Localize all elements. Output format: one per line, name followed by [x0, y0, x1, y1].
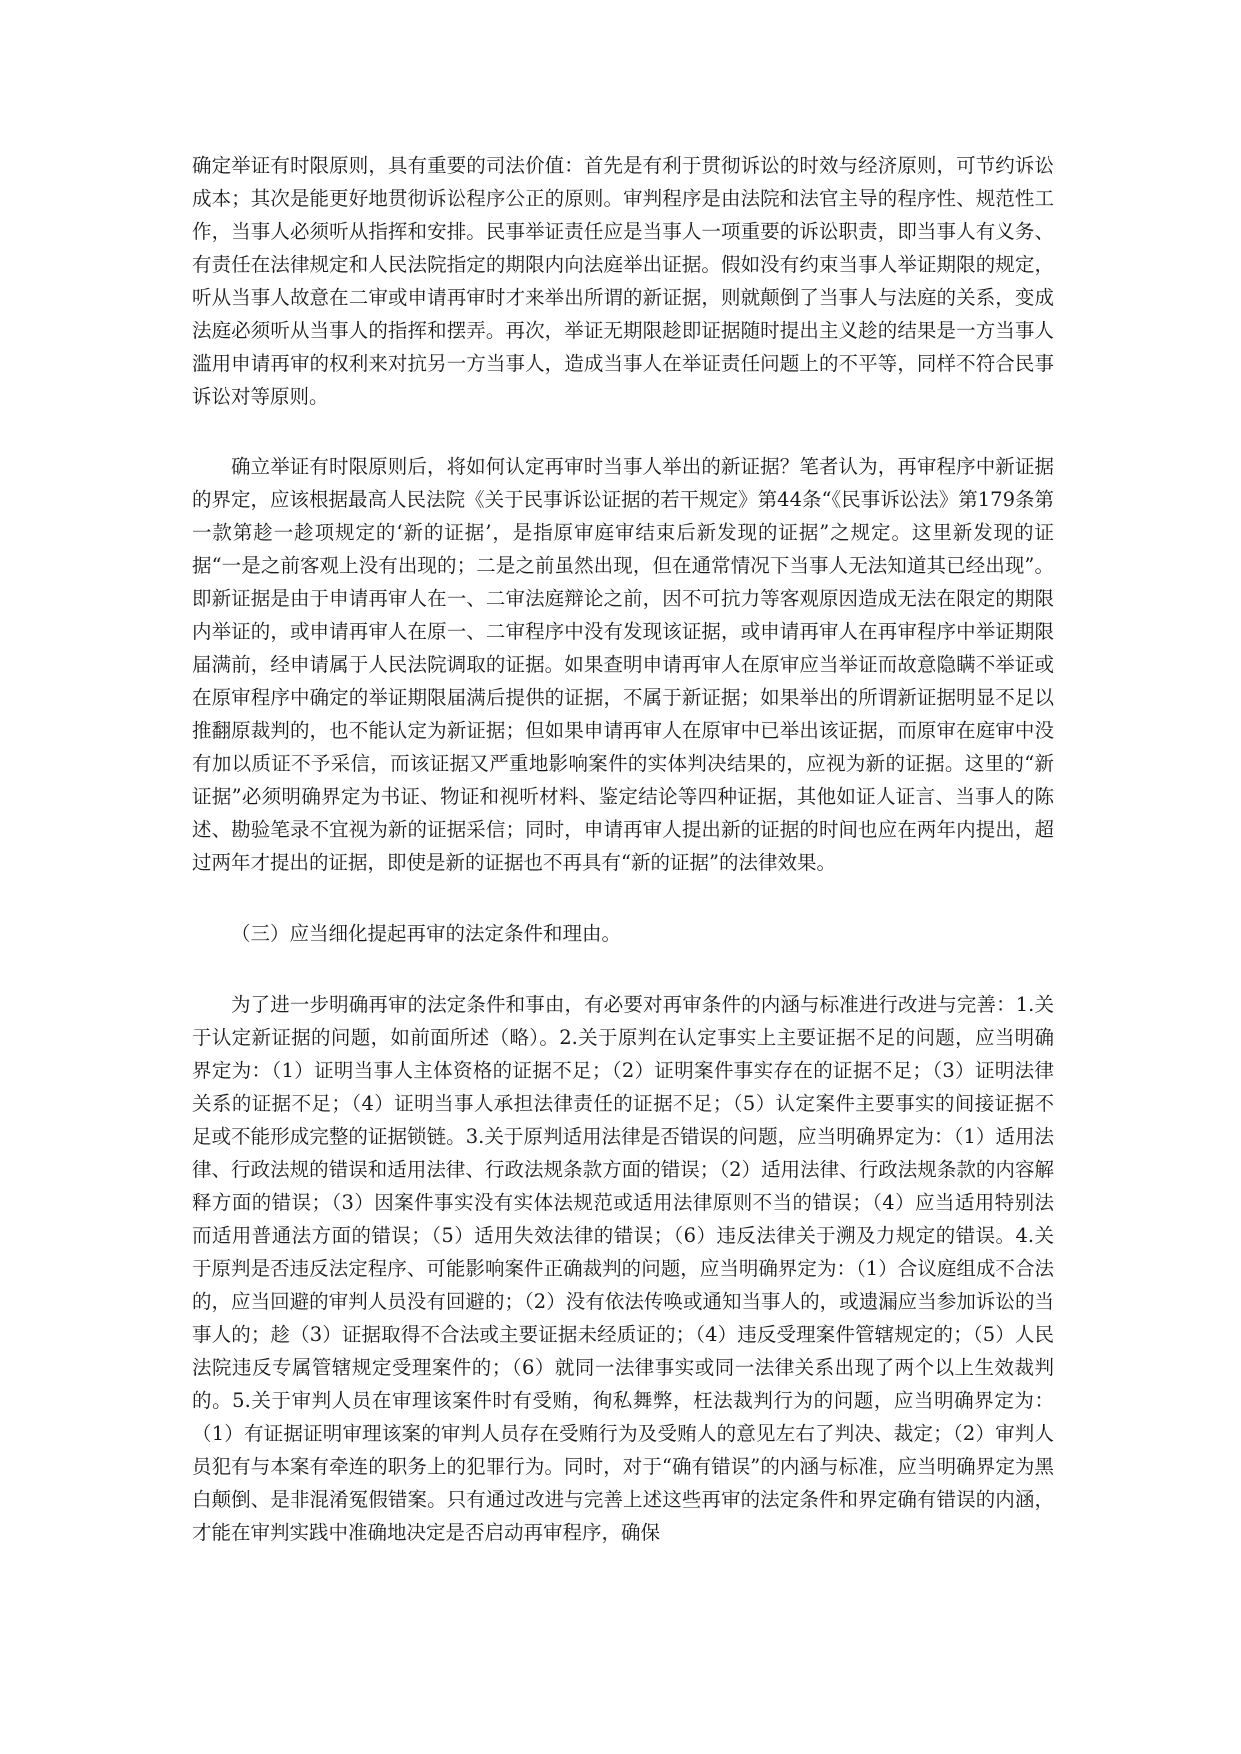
- paragraph-new-evidence-definition: 确立举证有时限原则后，将如何认定再审时当事人举出的新证据？笔者认为，再审程序中新证据的界定，应该根据最高人民法院《关于民事诉讼证据的若干规定》第44条“《民事诉讼法》第179条第一款第趁一趁项规定的‘新的证据’，是指原审庭审结束后新发现的证据”之规定。这里新发现的证据“一是之前客观上没有出现的；二是之前虽然出现，但在通常情况下当事人无法知道其已经出现”。即新证据是由于申请再审人在一、二审法庭辩论之前，因不可抗力等客观原因造成无法在限定的期限内举证的，或申请再审人在原一、二审程序中没有发现该证据，或申请再审人在再审程序中举证期限届满前，经申请属于人民法院调取的证据。如果查明申请再审人在原审应当举证而故意隐瞒不举证或在原审程序中确定的举证期限届满后提供的证据，不属于新证据；如果举出的所谓新证据明显不足以推翻原裁判的，也不能认定为新证据；但如果申请再审人在原审中已举出该证据，而原审在庭审中没有加以质证不予采信，而该证据又严重地影响案件的实体判决结果的，应视为新的证据。这里的“新证据”必须明确界定为书证、物证和视听材料、鉴定结论等四种证据，其他如证人证言、当事人的陈述、勘验笔录不宜视为新的证据采信；同时，申请再审人提出新的证据的时间也应在两年内提出，超过两年才提出的证据，即使是新的证据也不再具有“新的证据”的法律效果。: [192, 455, 1054, 874]
- paragraph-retrial-conditions-detail: 为了进一步明确再审的法定条件和事由，有必要对再审条件的内涵与标准进行改进与完善：1.关于认定新证据的问题，如前面所述（略）。2.关于原判在认定事实上主要证据不足的问题，应当明确界定为：（1）证明当事人主体资格的证据不足；（2）证明案件事实存在的证据不足；（3）证明法律关系的证据不足；（4）证明当事人承担法律责任的证据不足；（5）认定案件主要事实的间接证据不足或不能形成完整的证据锁链。3.关于原判适用法律是否错误的问题，应当明确界定为：（1）适用法律、行政法规的错误和适用法律、行政法规条款方面的错误；（2）适用法律、行政法规条款的内容解释方面的错误；（3）因案件事实没有实体法规范或适用法律原则不当的错误；（4）应当适用特别法而适用普通法方面的错误；（5）适用失效法律的错误；（6）违反法律关于溯及力规定的错误。4.关于原判是否违反法定程序、可能影响案件正确裁判的问题，应当明确界定为：（1）合议庭组成不合法的，应当回避的审判人员没有回避的；（2）没有依法传唤或通知当事人的，或遗漏应当参加诉讼的当事人的；趁（3）证据取得不合法或主要证据未经质证的；（4）违反受理案件管辖规定的；（5）人民法院违反专属管辖规定受理案件的；（6）就同一法律事实或同一法律关系出现了两个以上生效裁判的。5.关于审判人员在审理该案件时有受贿，徇私舞弊，枉法裁判行为的问题，应当明确界定为：（1）有证据证明审理该案的审判人员存在受贿行为及受贿人的意见左右了判决、裁定；（2）审判人员犯有与本案有牵连的职务上的犯罪行为。同时，对于“确有错误”的内涵与标准，应当明确界定为黑白颠倒、是非混淆冤假错案。只有通过改进与完善上述这些再审的法定条件和界定确有错误的内涵，才能在审判实践中准确地决定是否启动再审程序，确保: [192, 993, 1054, 1544]
- section-heading-retrial-conditions: （三）应当细化提起再审的法定条件和理由。: [231, 922, 622, 945]
- document-body: [192, 149, 1054, 1549]
- paragraph-evidence-time-limit-value: 确定举证有时限原则，具有重要的司法价值：首先是有利于贯彻诉讼的时效与经济原则，可节约诉讼成本；其次是能更好地贯彻诉讼程序公正的原则。审判程序是由法院和法官主导的程序性、规范性工作，当事人必须听从指挥和安排。民事举证责任应是当事人一项重要的诉讼职责，即当事人有义务、有责任在法律规定和人民法院指定的期限内向法庭举出证据。假如没有约束当事人举证期限的规定，听从当事人故意在二审或申请再审时才来举出所谓的新证据，则就颠倒了当事人与法庭的关系，变成法庭必须听从当事人的指挥和摆弄。再次，举证无期限趁即证据随时提出主义趁的结果是一方当事人滥用申请再审的权利来对抗另一方当事人，造成当事人在举证责任问题上的不平等，同样不符合民事诉讼对等原则。: [192, 154, 1054, 408]
